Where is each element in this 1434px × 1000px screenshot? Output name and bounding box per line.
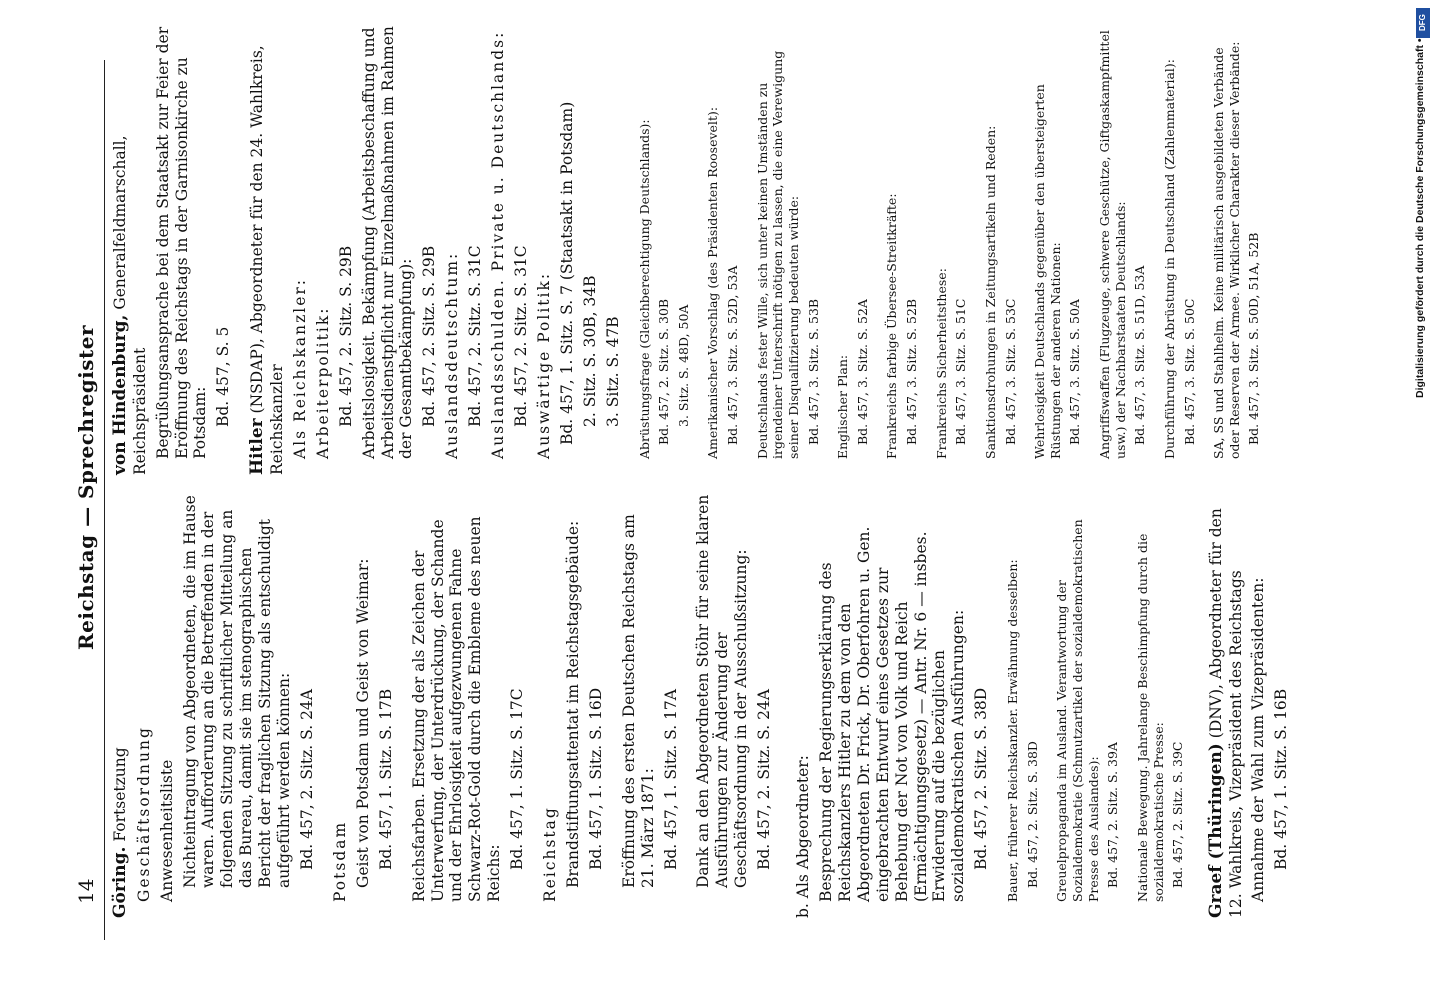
register-entry-line: Reichsfarben. Ersetzung der als Zeichen der Unterwerfung, der Unterdrückung, der Schande und der Ehrlosigkeit aufgezwungenen Fahne Schwarz-Rot-Gold durch die Embleme des neuen Reichs: [409, 516, 504, 902]
register-entry-line: SA, SS und Stahlhelm. Keine militärisch ausgebildeten Verbände oder Reserven der Armee. Wirklicher Charakter dieser Verbände: [1211, 41, 1242, 459]
register-entry-line: Eröffnung des ersten Deutschen Reichstags am 21. März 1871: [619, 514, 657, 888]
spacer [973, 25, 983, 475]
register-entry-line: Bd. 457, 2. Sitz. S. 31C [511, 245, 530, 427]
register-entry-line: Bd. 457, 3. Sitz. S. 50D, 51A, 52B [1246, 232, 1262, 445]
register-entry-line: Bd. 457, 1. Sitz. S. 16D [586, 687, 605, 870]
register-entry-line: Bd. 457, 2. Sitz. S. 29B [336, 245, 355, 427]
page-header [70, 60, 100, 940]
spacer [627, 25, 637, 475]
register-entry-line: Bd. 457, 1. Sitz. S. 17A [661, 689, 680, 870]
register-entry-line: Arbeiterpolitik: [313, 306, 332, 459]
register-entry-line: Dank an den Abgeordneten Stöhr für seine klaren Ausführungen zur Änderung der Geschäftsordnung in der Ausschußsitzung: [694, 494, 751, 888]
spacer [400, 488, 410, 918]
register-entry-line: Bd. 457, 3. Sitz. S. 52D, 53A [725, 265, 740, 445]
register-entry-heading [1206, 488, 1246, 918]
spacer [1152, 25, 1162, 475]
spacer [237, 25, 247, 475]
register-entry-line: Bd. 457, 1. Sitz. S. 17C [508, 688, 527, 870]
register-entry-line: Brandstiftungsattentat im Reichstagsgebäude: [563, 520, 582, 888]
speaker-description: (NSDAP), Abgeordneter für den 24. Wahlkreis, Reichskanzler [248, 45, 286, 475]
register-entry-line: Bd. 457, 3. Sitz. S. 51C [953, 298, 969, 445]
register-entry-line: Durchführung der Abrüstung in Deutschland (Zahlenmaterial): [1161, 59, 1177, 459]
register-entry-line: Als Reichskanzler: [290, 278, 309, 459]
spacer [874, 25, 884, 475]
register-entry-line: Auswärtige Politik: [534, 271, 553, 459]
register-entry-line: 2. Sitz. S. 30B, 34B [580, 275, 599, 427]
register-entry-line: Arbeitslosigkeit. Bekämpfung (Arbeitsbeschaffung und Arbeitsdienstpflicht nur Einzelmaßnahmen im Rahmen der Gesamtbekämpfung): [359, 26, 416, 459]
register-entry-line: Bd. 457, 2. Sitz. S. 24A [297, 689, 316, 870]
speaker-name: Hitler [247, 418, 268, 475]
register-entry-line: Bd. 457, 3. Sitz. S. 53C [1002, 298, 1018, 445]
register-entry-line: Anwesenheitsliste [157, 759, 176, 902]
register-entry-line: Bd. 457, 3. Sitz. S. 53B [805, 298, 821, 445]
register-entry-line: Bd. 457, 3. Sitz. S. 51D, 53A [1132, 265, 1148, 445]
register-entry-line: Angriffswaffen (Flugzeuge, schwere Geschütze, Giftgaskampfmittel usw.) der Nachbarstaaten Deutschlands: [1097, 30, 1128, 459]
register-entry-line: Amerikanischer Vorschlag (des Präsidenten Roosevelt): [705, 106, 721, 459]
register-entry-line: Sanktionsdrohungen in Zeitungsartikeln und Reden: [982, 125, 998, 459]
register-entry-line: Begrüßungsansprache bei dem Staatsakt zur Feier der Eröffnung des Reichstags in der Garnisonkirche zu Potsdam: [153, 26, 210, 459]
register-entry-line: Bauer, früherer Reichskanzler. Erwähnung desselben: [1005, 559, 1021, 902]
spacer [531, 488, 541, 918]
register-entry-line: 3. Sitz. S. 48D, 50A [675, 304, 691, 427]
dfg-sidebar [1414, 8, 1432, 398]
spacer [1087, 25, 1097, 475]
register-entry-line: Bd. 457, 2. Sitz. S. 30B [656, 298, 672, 445]
register-entry-line: Auslandsschulden. Private u. Deutschlands: [489, 30, 508, 459]
register-entry-line: Bd. 457, 2. Sitz. S. 39C [1170, 741, 1186, 888]
register-entry-line: Bd. 457, 2. Sitz. S. 29B [420, 245, 439, 427]
spacer [778, 488, 794, 918]
register-entry-line: Greuelpropaganda im Ausland. Verantwortung der Sozialdemokratie (Schmutzartikel der sozialdemokratischen Presse des Auslandes): [1054, 519, 1101, 902]
right-column [110, 25, 1266, 475]
register-entry-line: Bd. 457, 2. Sitz. S. 39A [1105, 742, 1121, 888]
register-entry-line: 3. Sitz. S. 47B [603, 316, 622, 427]
register-entry-line: Nichteintragung von Abgeordneten, die im Hause waren. Aufforderung an die Betreffenden in der folgenden Sitzung zu schriftlicher Mitteilung an das Bureau, damit sie im stenographischen Bericht der fraglichen Sitzung als entschuldigt aufgeführt werden können: [180, 495, 294, 888]
speaker-description: Fortsetzung [111, 747, 129, 847]
register-entry-line: Bd. 457, 3. Sitz. S. 50C [1181, 298, 1197, 445]
register-entry-line: Bd. 457, 1. Sitz. S. 17B [376, 688, 395, 870]
register-entry-line: Englischer Plan: [835, 354, 851, 459]
spacer [1044, 488, 1054, 918]
spacer [1125, 488, 1135, 918]
register-entry-line: Bd. 457, 1. Sitz. S. 7 (Staatsakt in Potsdam) [557, 101, 576, 445]
spacer [1201, 25, 1211, 475]
register-entry-line: Potsdam [330, 820, 349, 902]
register-entry-line: Bd. 457, 3. Sitz. S. 50A [1067, 299, 1083, 445]
spacer [745, 25, 755, 475]
register-entry-heading [247, 25, 287, 475]
running-title: Reichstag — Sprechregister [74, 324, 98, 650]
register-entry-line: Frankreichs Sicherheitsthese: [933, 268, 949, 459]
register-entry-line: Bd. 457, 1. Sitz. S. 16B [1272, 688, 1291, 870]
register-entry-line: Wehrlosigkeit Deutschlands gegenüber den übersteigerten Rüstungen der anderen Nationen: [1032, 84, 1063, 459]
register-entry-line: Besprechung der Regierungserklärung des Reichskanzlers Hitler zu dem von den Abgeordneten Dr. Frick, Dr. Oberfohren u. Gen. eingebrachten Entwurf eines Gesetzes zur Behebung der Not von Volk und Reich (Ermächtigungsgesetz) — Antr. Nr. 6 — insbes. Erwiderung auf die bezüglichen sozialdemokratischen Ausführungen: [817, 526, 968, 902]
register-entry-heading [110, 25, 150, 475]
register-entry-line: Geschäftsordnung [134, 726, 153, 902]
register-entry-line: Annahme der Wahl zum Vizepräsidenten: [1249, 577, 1268, 902]
spacer [924, 25, 934, 475]
speaker-name: Göring. [110, 846, 130, 918]
left-column [110, 488, 1295, 918]
digitization-credit: Digitalisierung gefördert durch die Deutsche Forschungsgemeinschaft • [1414, 38, 1426, 398]
register-entry-line: Geist von Potsdam und Geist von Weimar: [353, 558, 372, 888]
register-entry-line: Bd. 457, 2. Sitz. S. 31C [466, 245, 485, 427]
page-number: 14 [74, 878, 98, 904]
spacer [321, 488, 331, 918]
register-entry-line: Abrüstungsfrage (Gleichberechtigung Deutschlands): [636, 119, 652, 459]
register-entry-line: Nationale Bewegung. Jahrelange Beschimpfung durch die sozialdemokratische Presse: [1134, 533, 1166, 902]
register-entry-line: b. Als Abgeordneter: [794, 755, 813, 918]
spacer [684, 488, 694, 918]
header-rule [104, 60, 105, 940]
spacer [695, 25, 705, 475]
register-entry-line: Reichstag [541, 806, 560, 902]
register-entry-line: Bd. 457, 2. Sitz. S. 38D [972, 687, 991, 870]
speaker-name: Graef (Thüringen) [1205, 743, 1226, 918]
register-entry-line: Bd. 457, 2. Sitz. S. 38D [1024, 741, 1040, 888]
spacer [1190, 488, 1206, 918]
speaker-description: (DNV), Abgeordneter für den 12. Wahlkreis, Vizepräsident des Reichstags [1206, 508, 1245, 918]
register-entry-line: Bd. 457, 3. Sitz. S. 52B [904, 298, 919, 445]
register-entry-line: Deutschlands fester Wille, sich unter keinen Umständen zu irgendeiner Unterschrift nötigen zu lassen, die eine Verewigung seiner Disqualifizierung bedeuten würde: [754, 50, 801, 459]
speaker-name: von Hindenburg, [110, 314, 130, 475]
speaker-description: Generalfeldmarschall, Reichspräsident [111, 135, 149, 475]
spacer [995, 488, 1005, 918]
spacer [1022, 25, 1032, 475]
register-entry-line: Frankreichs farbige Übersee-Streitkräfte: [884, 193, 900, 459]
register-entry-line: Auslandsdeutschtum: [443, 251, 462, 459]
spacer [825, 25, 835, 475]
register-entry-heading [110, 488, 131, 918]
register-entry-line: Bd. 457, S. 5 [214, 326, 233, 427]
register-entry-line: Bd. 457, 3. Sitz. S. 52A [854, 299, 870, 445]
register-entry-line: Bd. 457, 2. Sitz. S. 24A [755, 689, 774, 870]
spacer [610, 488, 620, 918]
dfg-logo-icon: DFG [1416, 8, 1430, 38]
